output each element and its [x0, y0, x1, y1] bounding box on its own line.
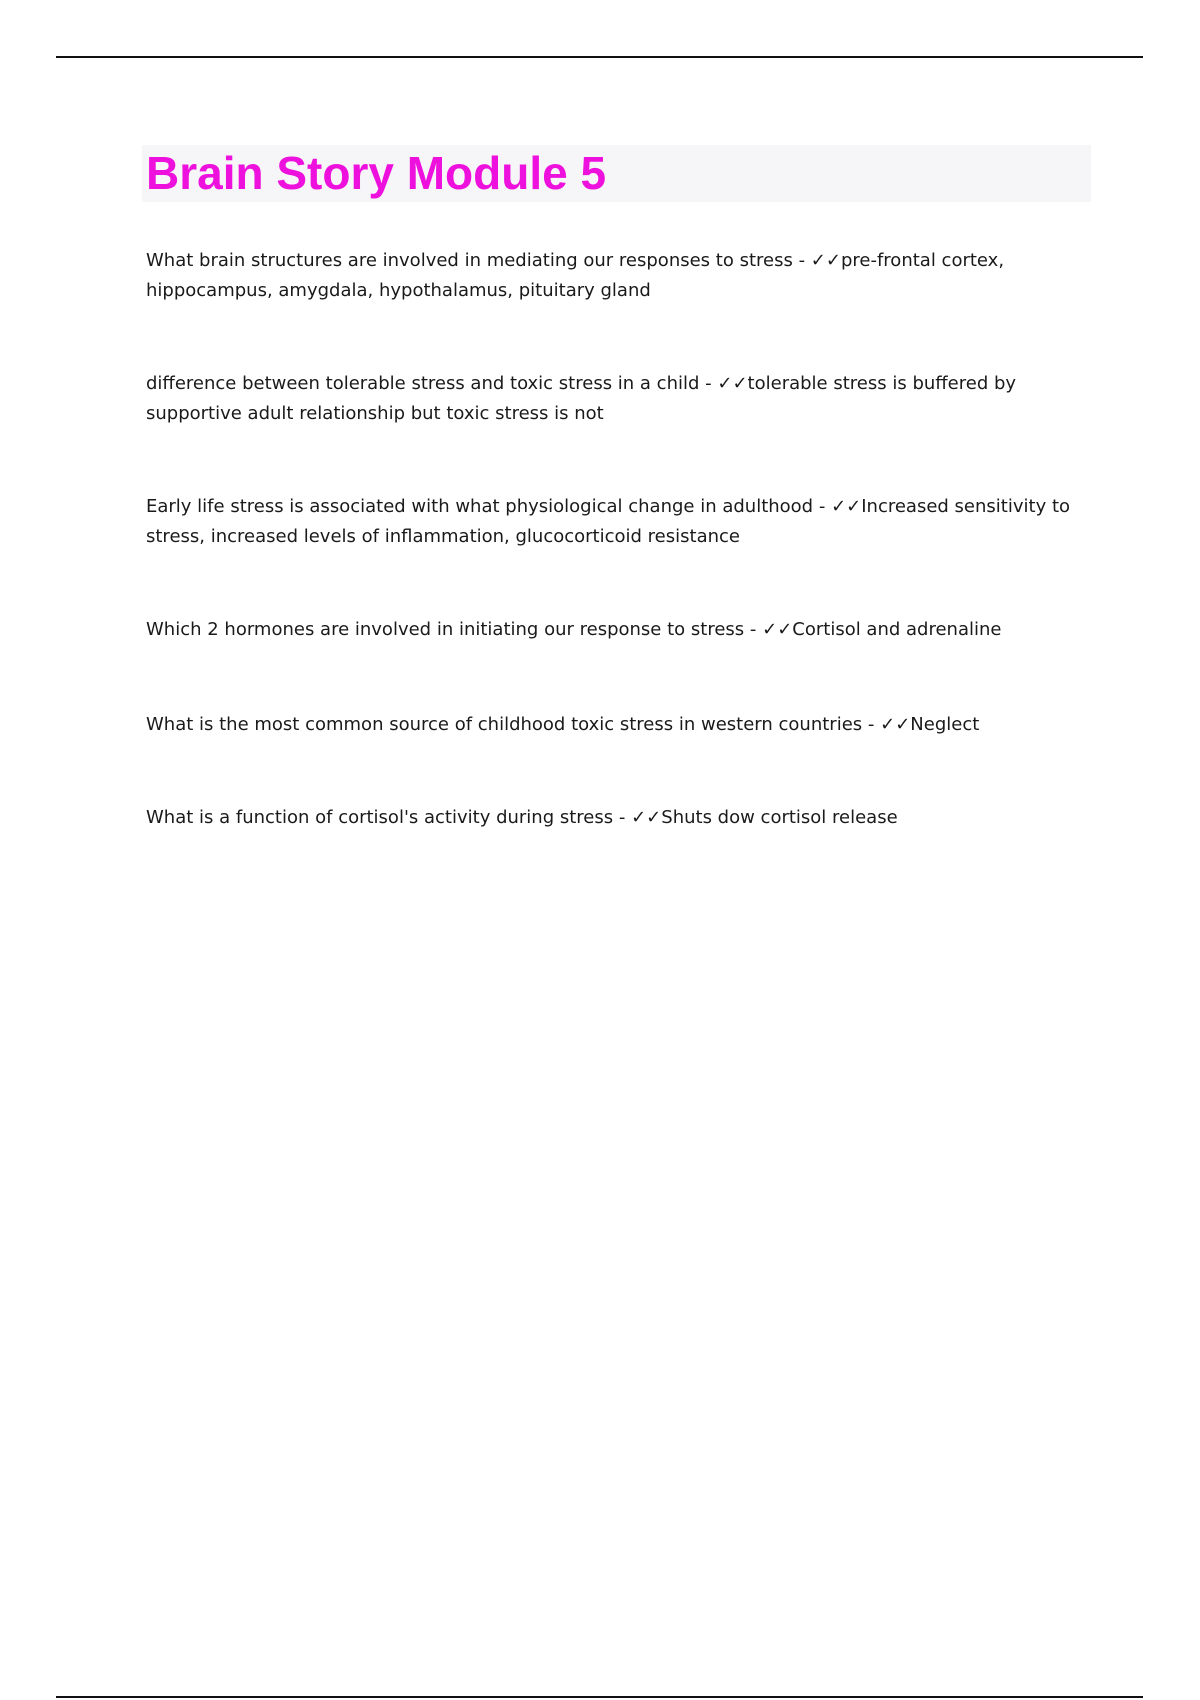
- separator: -: [744, 619, 763, 640]
- question-text: Which 2 hormones are involved in initiating our response to stress: [146, 619, 745, 640]
- check-icon: ✓✓: [631, 807, 662, 828]
- answer-text: Increased sensitivity to stress, increased levels of inflammation, glucocorticoid resistance: [146, 496, 1071, 547]
- separator: -: [813, 496, 832, 517]
- question-text: What brain structures are involved in mediating our responses to stress: [146, 250, 793, 271]
- question-text: What is the most common source of childhood toxic stress in western countries: [146, 714, 863, 735]
- check-icon: ✓✓: [810, 250, 841, 271]
- qa-item: [146, 369, 1076, 429]
- separator: -: [699, 373, 718, 394]
- answer-text: pre-frontal cortex, hippocampus, amygdala, hypothalamus, pituitary gland: [146, 250, 1005, 301]
- question-text: What is a function of cortisol's activity during stress: [146, 807, 614, 828]
- separator: -: [613, 807, 632, 828]
- qa-item: [146, 492, 1076, 552]
- answer-text: Cortisol and adrenaline: [792, 619, 1002, 640]
- separator: -: [862, 714, 881, 735]
- separator: -: [792, 250, 811, 271]
- qa-item: [146, 803, 1076, 833]
- page-title: Brain Story Module 5: [146, 147, 607, 199]
- qa-item: [146, 710, 1076, 740]
- check-icon: ✓✓: [831, 496, 862, 517]
- answer-text: tolerable stress is buffered by supportive adult relationship but toxic stress is not: [146, 373, 1017, 424]
- qa-item: [146, 615, 1076, 645]
- check-icon: ✓✓: [717, 373, 748, 394]
- top-rule: [56, 56, 1143, 58]
- check-icon: ✓✓: [762, 619, 793, 640]
- qa-item: [146, 246, 1076, 306]
- question-text: Early life stress is associated with what physiological change in adulthood: [146, 496, 814, 517]
- bottom-rule: [56, 1696, 1143, 1698]
- answer-text: Neglect: [910, 714, 980, 735]
- question-text: difference between tolerable stress and toxic stress in a child: [146, 373, 700, 394]
- check-icon: ✓✓: [880, 714, 911, 735]
- answer-text: Shuts dow cortisol release: [661, 807, 898, 828]
